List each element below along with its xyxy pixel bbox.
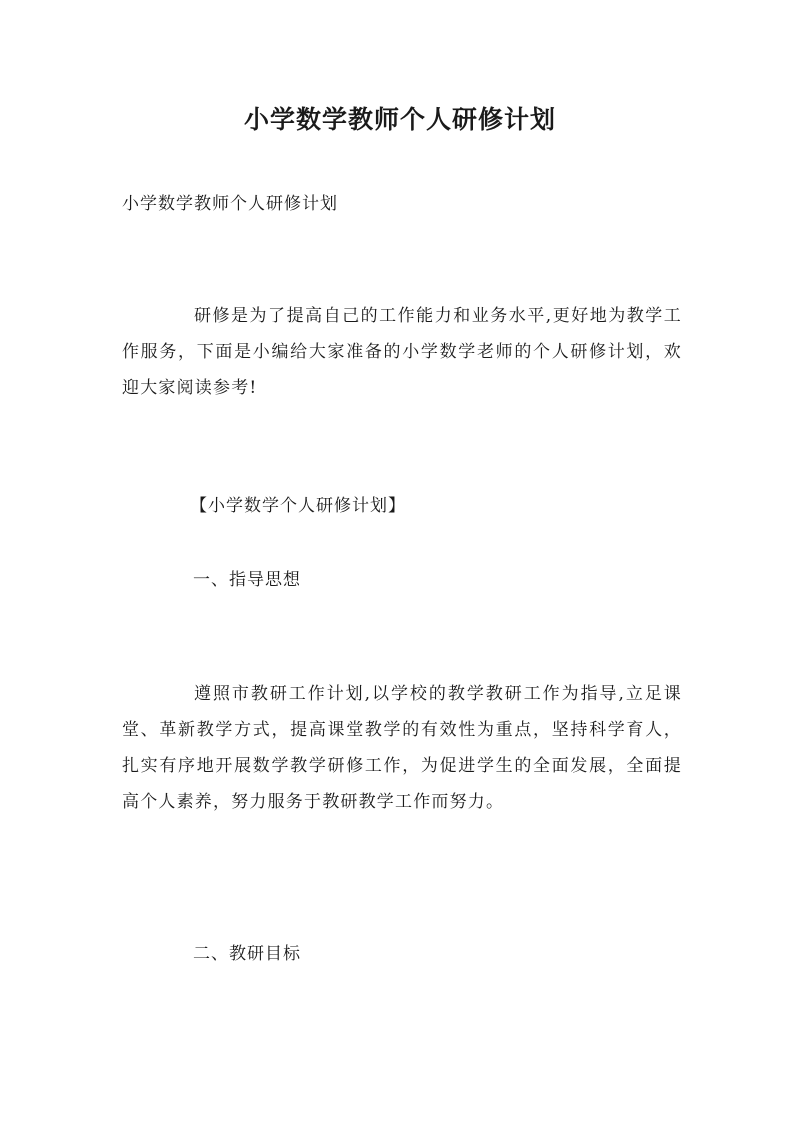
document-subtitle: 小学数学教师个人研修计划 — [122, 194, 338, 214]
intro-paragraph: 研修是为了提高自己的工作能力和业务水平,更好地为教学工作服务，下面是小编给大家准备的小学数学老师的个人研修计划，欢迎大家阅读参考! — [122, 306, 682, 398]
section-heading-research-goals: 二、教研目标 — [193, 944, 301, 964]
section-body-guiding-ideology: 遵照市教研工作计划,以学校的教学教研工作为指导,立足课堂、革新教学方式，提高课堂教学的有效性为重点，坚持科学育人，扎实有序地开展数学教学研修工作，为促进学生的全面发展，全面提高个人素养，努力服务于教研教学工作而努力。 — [122, 684, 682, 812]
section-heading-guiding-ideology: 一、指导思想 — [193, 570, 301, 590]
document-title: 小学数学教师个人研修计划 — [243, 105, 556, 134]
bracket-heading: 【小学数学个人研修计划】 — [190, 496, 406, 516]
